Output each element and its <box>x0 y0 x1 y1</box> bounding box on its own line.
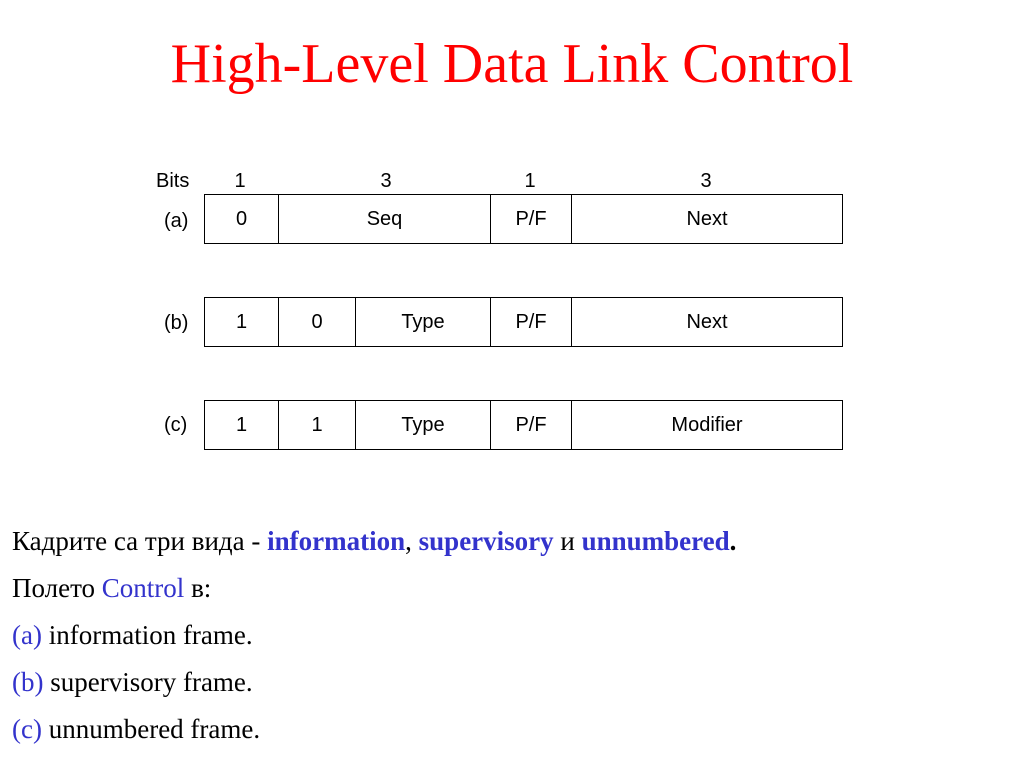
text-line-control-field <box>12 565 736 612</box>
bit-width-4: 3 <box>700 170 712 192</box>
frame-a-cell-1: 0 <box>205 195 279 243</box>
text-line-a <box>12 612 736 659</box>
bits-label: Bits <box>156 170 190 192</box>
marker-c: (c) <box>12 714 42 744</box>
frame-b-cell-4: P/F <box>491 298 572 346</box>
line1-prefix: Кадрите са три вида - <box>12 526 268 556</box>
frame-b-cell-2: 0 <box>279 298 356 346</box>
frame-b-cell-3: Type <box>356 298 491 346</box>
frame-b-cell-1: 1 <box>205 298 279 346</box>
frame-c-cell-5: Modifier <box>671 413 743 436</box>
term-unnumbered: unnumbered <box>581 526 730 556</box>
text-line-frame-types <box>12 518 736 565</box>
bit-width-1: 1 <box>234 170 246 192</box>
line2-suffix: в: <box>184 573 212 603</box>
description-text <box>12 518 736 753</box>
frame-a-cell-4: Next <box>686 207 728 230</box>
frame-c-cell-2: 1 <box>279 401 356 449</box>
term-control: Control <box>101 573 185 603</box>
bit-width-3: 1 <box>524 170 536 192</box>
frame-c-cell-4: P/F <box>491 401 572 449</box>
frame-c-cell-3: Type <box>356 401 491 449</box>
frame-c <box>204 400 843 450</box>
line-a-text: information frame. <box>41 620 253 650</box>
frame-a-cell-3: P/F <box>491 195 572 243</box>
frame-b-label: (b) <box>164 312 189 334</box>
term-supervisory: supervisory <box>418 526 554 556</box>
line-c-text: unnumbered frame. <box>41 714 261 744</box>
page-title: High-Level Data Link Control <box>170 33 854 95</box>
line1-comma: , <box>405 526 412 556</box>
marker-b: (b) <box>12 667 44 697</box>
frame-b-cell-5: Next <box>686 310 728 333</box>
bit-width-2: 3 <box>380 170 392 192</box>
text-line-b <box>12 659 736 706</box>
line1-and: и <box>553 526 582 556</box>
line2-prefix: Полето <box>12 573 102 603</box>
frame-b <box>204 297 843 347</box>
line1-dot: . <box>729 526 737 556</box>
marker-a: (a) <box>12 620 42 650</box>
term-information: information <box>267 526 406 556</box>
frame-c-label: (c) <box>164 414 188 436</box>
frame-a <box>204 194 843 244</box>
frame-a-cell-2: Seq <box>279 195 491 243</box>
line-b-text: supervisory frame. <box>43 667 253 697</box>
frame-a-label: (a) <box>164 210 189 232</box>
frame-c-cell-1: 1 <box>205 401 279 449</box>
text-line-c <box>12 706 736 753</box>
